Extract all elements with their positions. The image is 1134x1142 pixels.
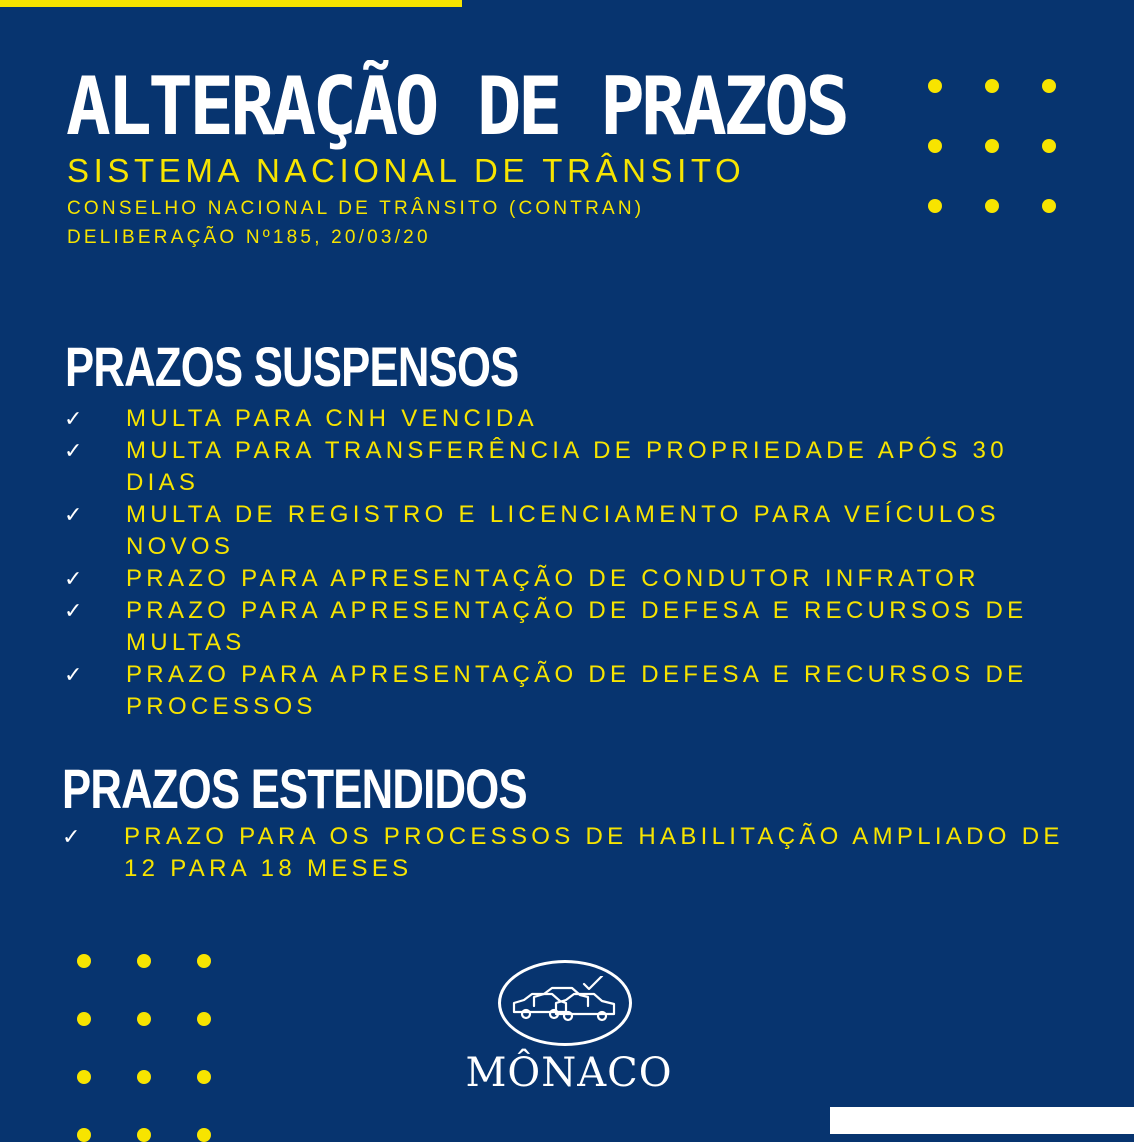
list-item bbox=[64, 499, 1064, 563]
suspended-heading: PRAZOS SUSPENSOS bbox=[65, 335, 519, 398]
deliberation-line: DELIBERAÇÃO Nº185, 20/03/20 bbox=[67, 227, 431, 248]
dot bbox=[197, 1012, 211, 1026]
check-icon: ✓ bbox=[64, 439, 83, 464]
dot bbox=[77, 954, 91, 968]
list-item-text: PRAZO PARA APRESENTAÇÃO DE DEFESA E RECURSOS DE PROCESSOS bbox=[126, 661, 1028, 720]
cars-icon bbox=[510, 976, 620, 1026]
list-item-text: MULTA PARA TRANSFERÊNCIA DE PROPRIEDADE APÓS 30 DIAS bbox=[126, 437, 1008, 496]
check-icon: ✓ bbox=[64, 407, 83, 432]
dot bbox=[928, 139, 942, 153]
list-item bbox=[64, 435, 1064, 499]
dot bbox=[137, 1128, 151, 1142]
company-logo bbox=[447, 958, 687, 1108]
list-item bbox=[64, 563, 1064, 595]
dot bbox=[197, 1070, 211, 1084]
check-icon: ✓ bbox=[64, 503, 83, 528]
extended-heading: PRAZOS ESTENDIDOS bbox=[62, 757, 527, 820]
logo-name: MÔNACO bbox=[465, 1050, 673, 1096]
dot bbox=[77, 1012, 91, 1026]
dot bbox=[1042, 199, 1056, 213]
check-icon: ✓ bbox=[62, 825, 81, 850]
dot-grid-icon bbox=[77, 954, 211, 1142]
dot bbox=[137, 954, 151, 968]
list-item bbox=[64, 595, 1064, 659]
subtitle: SISTEMA NACIONAL DE TRÂNSITO bbox=[67, 152, 746, 189]
list-item-text: MULTA PARA CNH VENCIDA bbox=[126, 405, 538, 432]
suspended-list bbox=[64, 403, 1064, 723]
list-item-text: MULTA DE REGISTRO E LICENCIAMENTO PARA VEÍCULOS NOVOS bbox=[126, 501, 1000, 560]
dot bbox=[1042, 139, 1056, 153]
dot-grid-icon bbox=[928, 79, 1056, 213]
extended-list bbox=[62, 821, 1072, 885]
top-accent-bar bbox=[0, 0, 462, 7]
dot bbox=[197, 954, 211, 968]
check-icon: ✓ bbox=[64, 567, 83, 592]
list-item bbox=[64, 403, 1064, 435]
dot bbox=[928, 79, 942, 93]
dot bbox=[985, 199, 999, 213]
dot bbox=[1042, 79, 1056, 93]
dot bbox=[985, 139, 999, 153]
list-item-text: PRAZO PARA OS PROCESSOS DE HABILITAÇÃO AMPLIADO DE 12 PARA 18 MESES bbox=[124, 823, 1064, 882]
council-line: CONSELHO NACIONAL DE TRÂNSITO (CONTRAN) bbox=[67, 198, 645, 219]
list-item bbox=[64, 659, 1064, 723]
check-icon: ✓ bbox=[64, 663, 83, 688]
list-item-text: PRAZO PARA APRESENTAÇÃO DE DEFESA E RECURSOS DE MULTAS bbox=[126, 597, 1028, 656]
list-item-text: PRAZO PARA APRESENTAÇÃO DE CONDUTOR INFRATOR bbox=[126, 565, 980, 592]
dot bbox=[985, 79, 999, 93]
dot bbox=[137, 1070, 151, 1084]
dot bbox=[77, 1070, 91, 1084]
page-title: ALTERAÇÃO DE PRAZOS bbox=[66, 60, 847, 153]
dot bbox=[77, 1128, 91, 1142]
dot bbox=[197, 1128, 211, 1142]
list-item bbox=[62, 821, 1072, 885]
dot bbox=[928, 199, 942, 213]
bottom-white-block bbox=[830, 1107, 1134, 1134]
check-icon: ✓ bbox=[64, 599, 83, 624]
dot bbox=[137, 1012, 151, 1026]
